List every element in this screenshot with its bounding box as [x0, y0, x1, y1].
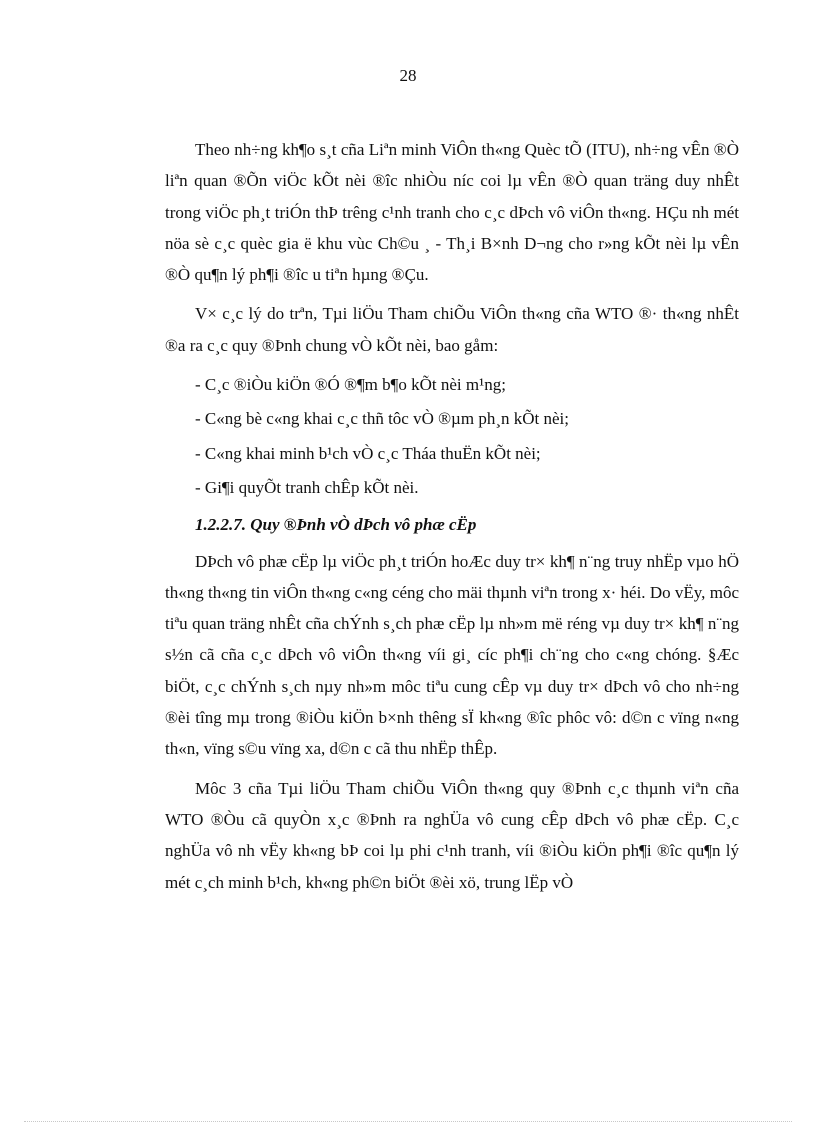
section-heading: 1.2.2.7. Quy ®Þnh vÒ dÞch vô phæ cËp: [195, 515, 477, 535]
interconnection-rules-list: [165, 369, 739, 503]
footer-divider: [24, 1121, 792, 1122]
list-item: - C¸c ®iÒu kiÖn ®Ó ®¶m b¶o kÕt nèi m¹ng;: [195, 375, 506, 395]
paragraph-universal-service: DÞch vô phæ cËp lµ viÖc ph¸t triÓn hoÆc duy tr× kh¶ n¨ng truy nhËp vµo hÖ th«ng th«ng tin viÔn th«ng c«ng céng cho mäi thµnh viªn trong x· héi. Do vËy, môc tiªu quan träng nhÊt cña chÝnh s¸ch phæ cËp lµ nh»m më réng vµ duy tr× kh¶ n¨ng s½n cã cña c¸c dÞch vô viÔn th«ng víi gi¸ cíc ph¶i ch¨ng cho c«ng chóng. §Æc biÖt, c¸c chÝnh s¸ch nµy nh»m môc tiªu cung cÊp vµ duy tr× dÞch vô cho nh÷ng ®èi tîng mµ trong ®iÒu kiÖn b×nh thêng sÏ kh«ng ®îc phôc vô: d©n c vïng n«ng th«n, vïng s©u vïng xa, d©n c cã thu nhËp thÊp.: [165, 551, 739, 759]
page-body: [165, 134, 739, 898]
paragraph-wto-reference: V× c¸c lý do trªn, Tµi liÖu Tham chiÕu ViÔn th«ng cña WTO ®· th«ng nhÊt ®a ra c¸c quy ®Þnh chung vÒ kÕt nèi, bao gåm:: [165, 304, 739, 355]
page-number: 28: [399, 66, 417, 85]
list-item: - C«ng bè c«ng khai c¸c thñ tôc vÒ ®µm ph¸n kÕt nèi;: [195, 409, 569, 429]
paragraph-section-3: Môc 3 cña Tµi liÖu Tham chiÕu ViÔn th«ng quy ®Þnh c¸c thµnh viªn cña WTO ®Òu cã quyÒn x¸c ®Þnh ra nghÜa vô cung cÊp dÞch vô phæ cËp. C¸c nghÜa vô nh vËy kh«ng bÞ coi lµ phi c¹nh tranh, víi ®iÒu kiÖn ph¶i ®îc qu¶n lý mét c¸ch minh b¹ch, kh«ng ph©n biÖt ®èi xö, trung lËp vÒ: [165, 778, 739, 892]
paragraph-itu-survey: Theo nh÷ng kh¶o s¸t cña Liªn minh ViÔn th«ng Quèc tÕ (ITU), nh÷ng vÊn ®Ò liªn quan ®Õn viÖc kÕt nèi ®îc nhiÒu níc coi lµ vÊn ®Ò quan träng duy nhÊt trong viÖc ph¸t triÓn thÞ trêng c¹nh tranh cho c¸c dÞch vô viÔn th«ng. HÇu nh mét nöa sè c¸c quèc gia ë khu vùc Ch©u ¸ - Th¸i B×nh D¬ng cho r»ng kÕt nèi lµ vÊn ®Ò qu¶n lý ph¶i ®îc u tiªn hµng ®Çu.: [165, 140, 739, 285]
list-item: - C«ng khai minh b¹ch vÒ c¸c Tháa thuËn kÕt nèi;: [195, 443, 541, 463]
list-item: - Gi¶i quyÕt tranh chÊp kÕt nèi.: [195, 477, 419, 497]
